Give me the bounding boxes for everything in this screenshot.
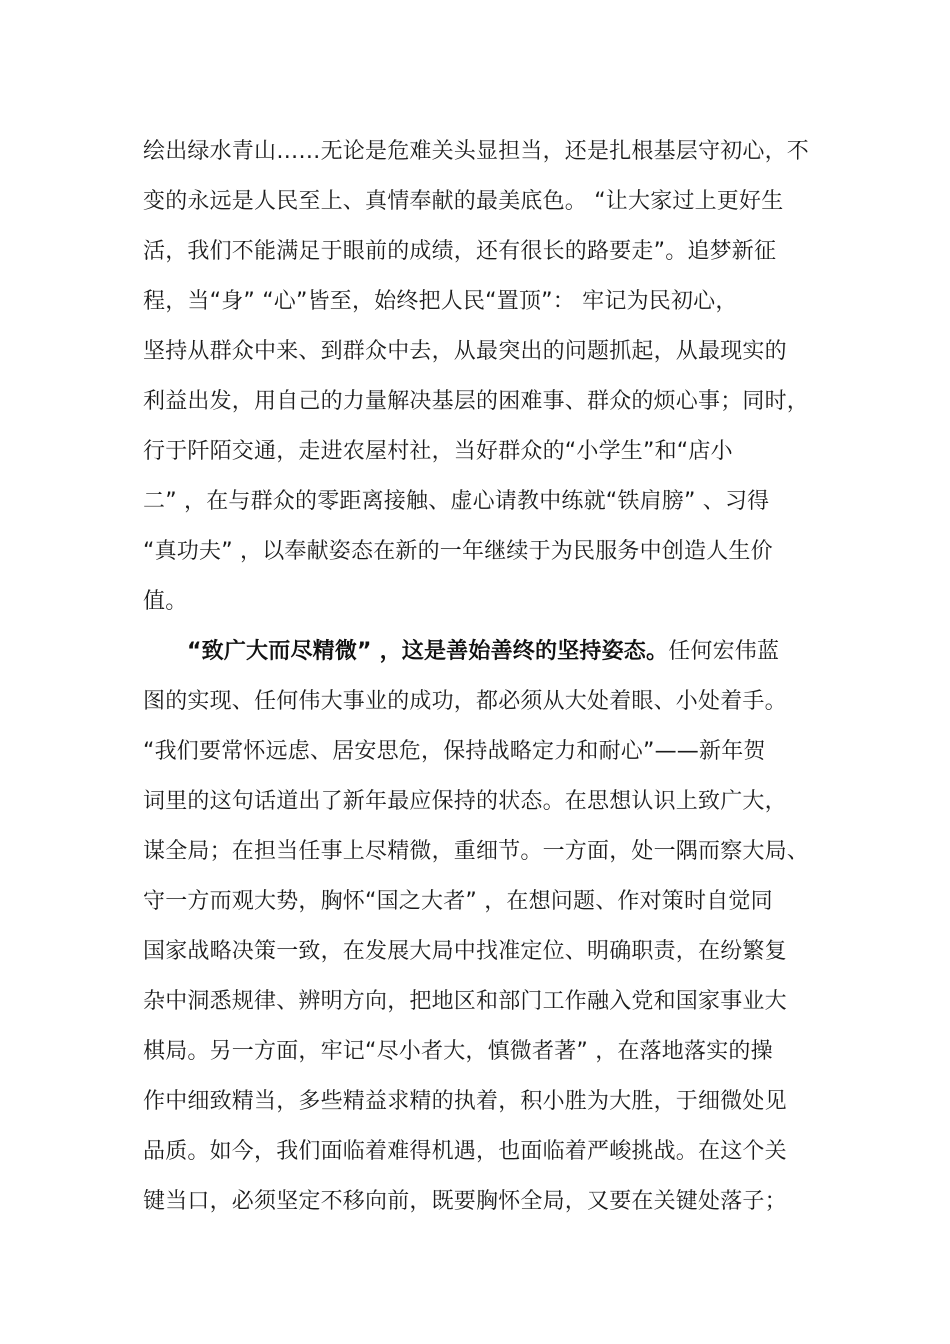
paragraph-line: “真功夫” ，以奉献姿态在新的一年继续于为民服务中创造人生价 — [143, 539, 773, 564]
paragraph-line: 棋局。另一方面，牢记“尽小者大，慎微者著” ，在落地落实的操 — [143, 1039, 773, 1064]
paragraph-line: 谋全局；在担当任事上尽精微，重细节。一方面，处一隅而察大局、 — [143, 839, 810, 864]
paragraph-line: 键当口，必须坚定不移向前，既要胸怀全局，又要在关键处落子； — [143, 1189, 787, 1214]
paragraph-line: 坚持从群众中来、到群众中去，从最突出的问题抓起，从最现实的 — [143, 339, 787, 364]
document-body — [143, 127, 808, 1227]
first-line-rest: 任何宏伟蓝 — [668, 639, 780, 664]
paragraph-line: 行于阡陌交通，走进农屋村社，当好群众的“小学生”和“店小 — [143, 439, 733, 464]
paragraph-line: 图的实现、任何伟大事业的成功，都必须从大处着眼、小处着手。 — [143, 689, 787, 714]
paragraph-line: 杂中洞悉规律、辨明方向，把地区和部门工作融入党和国家事业大 — [143, 989, 787, 1014]
paragraph-line: 二” ，在与群众的零距离接触、虚心请教中练就“铁肩膀” 、习得 — [143, 489, 770, 514]
paragraph-line: 活，我们不能满足于眼前的成绩，还有很长的路要走”。追梦新征 — [143, 239, 777, 264]
paragraph-first-line — [143, 627, 808, 677]
bold-lead-sentence: “致广大而尽精微” ，这是善始善终的坚持姿态。 — [187, 639, 669, 664]
paragraph-line: 国家战略决策一致，在发展大局中找准定位、明确职责，在纷繁复 — [143, 939, 787, 964]
paragraph-line: 词里的这句话道出了新年最应保持的状态。在思想认识上致广大， — [143, 789, 787, 814]
paragraph-line: 守一方而观大势，胸怀“国之大者” ，在想问题、作对策时自觉同 — [143, 889, 773, 914]
paragraph-line: 值。 — [143, 589, 188, 614]
paragraph-line: 绘出绿水青山……无论是危难关头显担当，还是扎根基层守初心，不 — [143, 139, 810, 164]
paragraph-line: 品质。如今，我们面临着难得机遇，也面临着严峻挑战。在这个关 — [143, 1139, 787, 1164]
paragraph-line: 利益出发，用自己的力量解决基层的困难事、群众的烦心事；同时， — [143, 389, 810, 414]
paragraph-line: “我们要常怀远虑、居安思危，保持战略定力和耐心”——新年贺 — [143, 739, 766, 764]
paragraph-line: 作中细致精当，多些精益求精的执着，积小胜为大胜，于细微处见 — [143, 1089, 787, 1114]
paragraph-line: 变的永远是人民至上、真情奉献的最美底色。 “让大家过上更好生 — [143, 189, 784, 214]
paragraph-line: 程，当“身” “心”皆至，始终把人民“置顶”： 牢记为民初心， — [143, 289, 738, 314]
